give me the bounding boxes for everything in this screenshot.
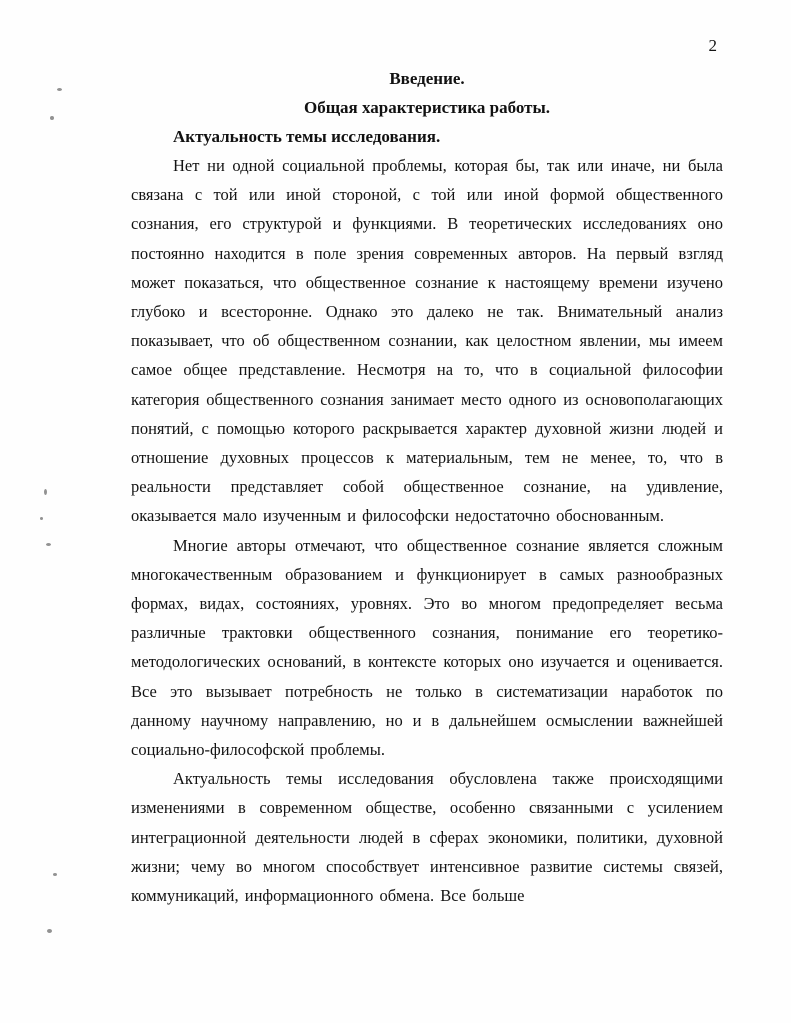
document-title: Введение. bbox=[389, 69, 465, 88]
document-subtitle: Общая характеристика работы. bbox=[303, 98, 551, 117]
page-number: 2 bbox=[708, 36, 717, 55]
scan-speck bbox=[40, 517, 43, 520]
scan-speck bbox=[44, 489, 47, 495]
scan-speck bbox=[50, 116, 54, 120]
paragraph: Многие авторы отмечают, что общественное сознание является сложным многокачественным образованием и функционирует в самых разнообразных формах, видах, состояниях, уровнях. Это во многом предопределяет весьма различные трактовки общественного сознания, понимание его теоретико-методологических оснований, в контексте которых оно изучается и оценивается. Все это вызывает потребность не только в систематизации наработок по данному научному направлению, но и в дальнейшем осмыслении важнейшей социально-философской проблемы. bbox=[131, 535, 723, 760]
document-content bbox=[131, 64, 723, 910]
section-heading: Актуальность темы исследования. bbox=[173, 127, 441, 146]
scan-speck bbox=[57, 88, 62, 91]
paragraph: Нет ни одной социальной проблемы, которая бы, так или иначе, ни была связана с той или иной стороной, с той или иной формой общественного сознания, его структурой и функциями. В теоретических исследованиях оно постоянно находится в поле зрения современных авторов. На первый взгляд может показаться, что общественное сознание к настоящему времени изучено глубоко и всесторонне. Однако это далеко не так. Внимательный анализ показывает, что об общественном сознании, как целостном явлении, мы имеем самое общее представление. Несмотря на то, что в социальной философии категория общественного сознания занимает место одного из основополагающих понятий, с помощью которого раскрывается характер духовной жизни людей и отношение духовных процессов к материальным, тем не менее, то, что в реальности представляет собой общественное сознание, на удивление, оказывается мало изученным и философски недостаточно обоснованным. bbox=[131, 156, 723, 526]
paragraph: Актуальность темы исследования обусловлена также происходящими изменениями в современном обществе, особенно связанными с усилением интеграционной деятельности людей в сферах экономики, политики, духовной жизни; чему во многом способствует интенсивное развитие системы связей, коммуникаций, информационного обмена. Все больше bbox=[131, 769, 723, 906]
body-text bbox=[131, 151, 723, 910]
scan-speck bbox=[53, 873, 57, 876]
scan-speck bbox=[46, 543, 51, 546]
scan-speck bbox=[47, 929, 52, 933]
